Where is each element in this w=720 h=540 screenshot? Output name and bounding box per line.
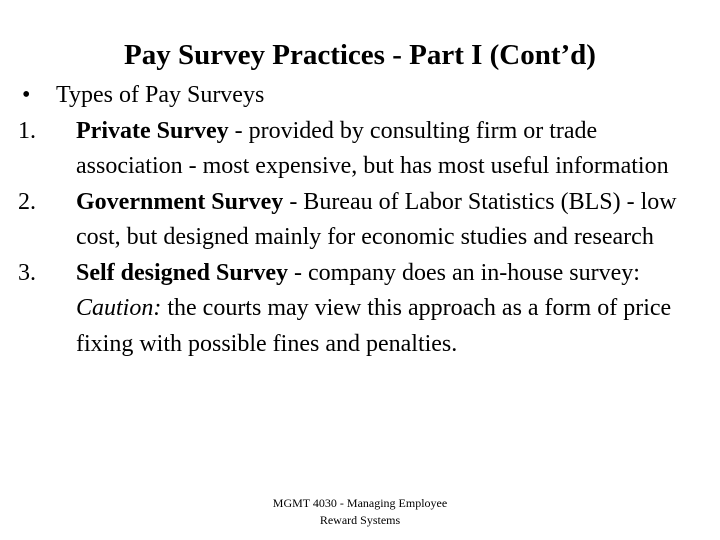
slide-body bbox=[18, 78, 708, 362]
footer-line-2: Reward Systems bbox=[319, 513, 401, 527]
item-term: Private Survey bbox=[76, 117, 229, 144]
list-item-government-survey bbox=[18, 185, 708, 256]
bullet-text: Types of Pay Surveys bbox=[56, 82, 265, 108]
item-number: 2. bbox=[18, 188, 36, 215]
footer-line-1: MGMT 4030 - Managing Employee bbox=[272, 496, 448, 510]
item-description: - company does an in-house survey: bbox=[288, 259, 640, 286]
list-item-private-survey bbox=[18, 114, 708, 185]
caution-label: Caution: bbox=[76, 295, 162, 321]
item-term: Self designed Survey bbox=[76, 259, 289, 286]
list-item-self-designed-survey bbox=[18, 256, 708, 363]
item-description: - provided by consulting firm or trade association - most expensive, but has most useful information bbox=[76, 117, 669, 179]
item-number: 1. bbox=[18, 117, 36, 144]
bullet-marker: • bbox=[22, 82, 31, 108]
item-description: - Bureau of Labor Statistics (BLS) - low cost, but designed mainly for economic studies and research bbox=[76, 188, 677, 250]
bullet-item bbox=[18, 78, 708, 114]
item-number: 3. bbox=[18, 259, 36, 286]
slide-title: Pay Survey Practices - Part I (Cont’d) bbox=[124, 39, 596, 71]
slide-footer bbox=[0, 495, 720, 529]
item-description-continued: the courts may view this approach as a form of price fixing with possible fines and penalties. bbox=[76, 295, 672, 357]
item-term: Government Survey bbox=[76, 188, 284, 215]
